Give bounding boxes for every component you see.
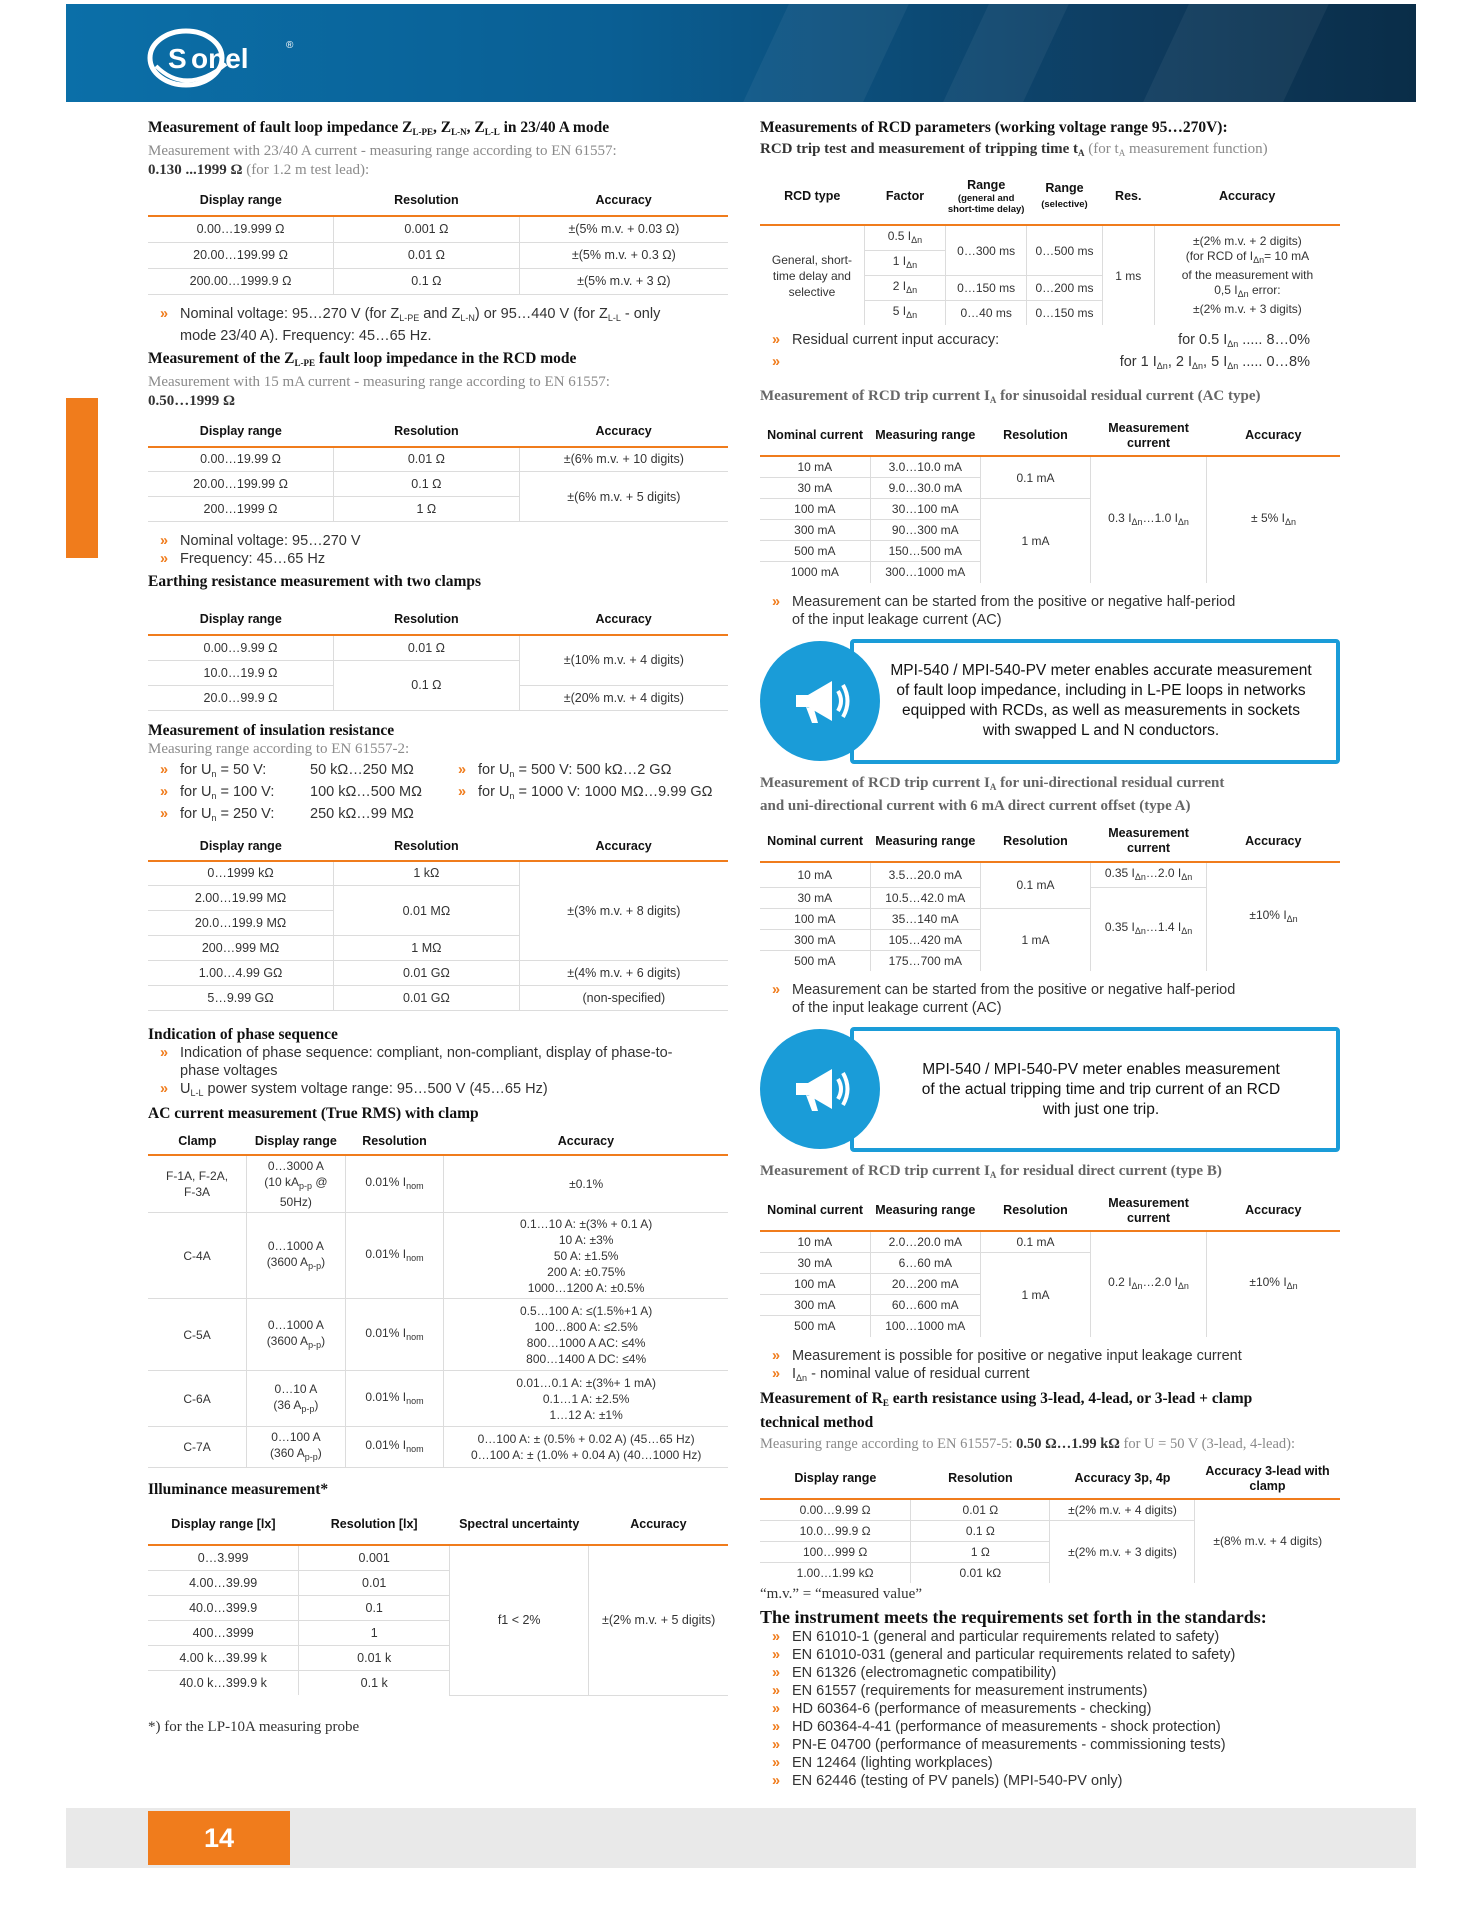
standard-item: » EN 61557 (requirements for measurement instruments)	[760, 1682, 1340, 1700]
fault-loop-rcd-table	[148, 417, 728, 523]
table-cell: 20.00…199.99 Ω	[148, 242, 334, 268]
left-column	[148, 118, 728, 1737]
table-cell: 1 ms	[1102, 225, 1154, 325]
bullet-item: » Nominal voltage: 95…270 V (for $Z_{L-PE}$ and $Z_{L-N}$) or 95…440 V (for $Z_{L-L}$ - only mode 23/40 A). Frequency: 45…65 Hz.	[148, 305, 728, 345]
table-cell: 0…500 ms	[1027, 225, 1102, 276]
table-cell: 100…999 Ω	[760, 1541, 911, 1562]
table-row	[760, 1499, 1340, 1521]
col-header: Resolution	[334, 833, 520, 861]
table-cell: 20.00…199.99 Ω	[148, 472, 334, 497]
table-cell: 0.1 Ω	[334, 268, 520, 294]
table-cell: F-1A, F-2A, F-3A	[148, 1155, 247, 1213]
col-header: Accuracy	[519, 833, 728, 861]
standard-item: » EN 12464 (lighting workplaces)	[760, 1754, 1340, 1772]
table-row	[148, 986, 728, 1011]
col-header: Resolution	[980, 416, 1090, 456]
table-row	[148, 1427, 728, 1468]
table-cell: 300 mA	[760, 1295, 870, 1316]
fault-loop-23-40-table	[148, 186, 728, 295]
table-cell: 1 mA	[980, 1253, 1090, 1337]
abbreviation-note: “m.v.” = “measured value”	[760, 1586, 922, 1602]
col-header: Accuracy 3-lead with clamp	[1195, 1460, 1340, 1499]
section-desc: RCD trip test and measurement of tripping time $t_A$ (for $t_A$ measurement function)	[760, 141, 1268, 158]
table-row	[148, 268, 728, 294]
col-header: Resolution	[334, 605, 520, 635]
col-header: Resolution	[334, 417, 520, 447]
page-number: 14	[148, 1811, 290, 1865]
table-cell: 90…300 mA	[870, 520, 980, 541]
col-header: Range (general and short-time delay)	[946, 169, 1027, 225]
table-cell: 10.0…19.9 Ω	[148, 660, 334, 685]
table-cell: 1 kΩ	[334, 861, 520, 886]
rcd-type-a-table	[760, 822, 1340, 972]
table-cell: ± 5% $I_{\Delta n}$	[1251, 510, 1297, 527]
table-cell: 9.0…30.0 mA	[870, 478, 980, 499]
standard-item: » HD 60364-4-41 (performance of measurements - shock protection)	[760, 1718, 1340, 1736]
col-header: Measuring range	[870, 1191, 980, 1231]
section-desc: 0.50…1999 Ω	[148, 392, 236, 409]
table-cell: ±(8% m.v. + 4 digits)	[1213, 1534, 1323, 1549]
table-cell: 0…300 ms	[946, 225, 1027, 276]
megaphone-icon	[760, 1029, 880, 1149]
bullet-item: » for $U_n = 500$ V: 500 kΩ…2 GΩ	[446, 761, 728, 783]
table-cell: 0.01 Ω	[334, 635, 520, 660]
table-row	[148, 1155, 728, 1213]
table-cell: 0…3.999	[148, 1545, 299, 1570]
table-cell: 0.01	[299, 1570, 450, 1595]
col-header: Resolution	[911, 1460, 1050, 1499]
table-cell: C-5A	[148, 1299, 247, 1371]
table-cell: General, short- time delay and selective	[760, 225, 864, 325]
table-cell: 0.1 mA	[980, 456, 1090, 499]
table-cell: 150…500 mA	[870, 541, 980, 562]
table-cell: 200…999 MΩ	[148, 936, 334, 961]
col-header: Measurement current	[1091, 822, 1207, 862]
rcd-type-b-table	[760, 1191, 1340, 1337]
table-row	[148, 1299, 728, 1371]
table-cell: C-4A	[148, 1213, 247, 1299]
table-cell: (non-specified)	[519, 986, 728, 1011]
table-cell: 0.01 Ω	[334, 242, 520, 268]
table-row	[148, 1213, 728, 1299]
table-cell: ±(2% m.v. + 2 digits) (for RCD of $I_{\Delta n}= 10$ mA of the measurement with 0,5 $I_{\Delta n}$ error: ±(2% m.v. + 3 digits)	[1181, 234, 1314, 316]
table-cell: 100…1000 mA	[870, 1316, 980, 1337]
section-title-fault-loop-23-40: Measurement of fault loop impedance ZL-PE, ZL-N, ZL-L in 23/40 A mode	[148, 119, 610, 137]
table-cell: 0.2 $I_{\Delta n}\dots 2.0$ $I_{\Delta n}$	[1091, 1231, 1207, 1337]
bullet-item: » for $U_n = 50$ V: 50 kΩ…250 MΩ	[148, 761, 446, 783]
table-cell: ±(6% m.v. + 10 digits)	[519, 447, 728, 472]
table-cell: 1 $I_{\Delta n}$	[864, 251, 945, 276]
col-header: Spectral uncertainty	[450, 1505, 589, 1545]
table-cell: 0.00…9.99 Ω	[760, 1499, 911, 1521]
table-cell: 300 mA	[760, 929, 870, 950]
standard-item: » EN 61010-031 (general and particular requirements related to safety)	[760, 1646, 1340, 1664]
table-cell: 1 mA	[980, 499, 1090, 583]
svg-text:S: S	[168, 43, 187, 74]
table-cell: 1 mA	[980, 908, 1090, 971]
section-title-ac-current: AC current measurement (True RMS) with clamp	[148, 1105, 479, 1122]
callout-text: MPI-540 / MPI-540-PV meter enables measurement of the actual tripping time and trip current of an RCD with just one trip.	[850, 1027, 1340, 1152]
table-cell: 0.1 Ω	[334, 472, 520, 497]
bullet-item: » Residual current input accuracy: for 0.5 $I_{\Delta n}$ ..... 8…0%	[760, 331, 1340, 353]
section-desc: Measurement with 23/40 A current - measuring range according to EN 61557:	[148, 143, 617, 159]
table-cell: 175…700 mA	[870, 950, 980, 971]
col-header: Resolution	[980, 1191, 1090, 1231]
bullet-item: » Measurement is possible for positive or negative input leakage current	[760, 1347, 1340, 1365]
col-header: Resolution	[334, 186, 520, 216]
bullet-item: » Frequency: 45…65 Hz	[148, 550, 728, 568]
col-header: Measurement current	[1091, 1191, 1207, 1231]
table-cell: 1.00…4.99 GΩ	[148, 961, 334, 986]
callout-text: MPI-540 / MPI-540-PV meter enables accurate measurement of fault loop impedance, including in L-PE loops in networks equipped with RCDs, as well as measurements in sockets with swapped L and N conductors.	[850, 639, 1340, 764]
standard-item: » EN 61326 (electromagnetic compatibility)	[760, 1664, 1340, 1682]
section-title-insulation: Measurement of insulation resistance	[148, 721, 395, 739]
table-cell: 0.01…0.1 A: ±(3%+ 1 mA) 0.1…1 A: ±2.5% 1…12 A: ±1%	[444, 1371, 728, 1427]
table-cell: 0.00…19.999 Ω	[148, 216, 334, 242]
table-row	[760, 456, 1340, 478]
table-row	[148, 861, 728, 886]
table-cell: 0.00…9.99 Ω	[148, 635, 334, 660]
table-cell: f1 < 2%	[450, 1545, 589, 1695]
table-cell: C-6A	[148, 1371, 247, 1427]
footnote: *) for the LP-10A measuring probe	[148, 1718, 360, 1735]
table-row	[148, 447, 728, 472]
table-row	[148, 1545, 728, 1570]
rcd-trip-time-table	[760, 169, 1340, 325]
table-cell: 30…100 mA	[870, 499, 980, 520]
table-cell: 200.00…1999.9 Ω	[148, 268, 334, 294]
table-cell: 20.0…199.9 MΩ	[148, 911, 334, 936]
col-header: Clamp	[148, 1129, 247, 1155]
col-header: Display range	[148, 417, 334, 447]
table-cell: 1	[299, 1620, 450, 1645]
table-cell: ±(10% m.v. + 4 digits)	[519, 635, 728, 685]
table-cell: 100 mA	[760, 1274, 870, 1295]
bullet-item: » $I_{\Delta n}$ - nominal value of residual current	[760, 1365, 1340, 1387]
bullet-item: » $U_{L-L}$ power system voltage range: 95…500 V (45…65 Hz)	[148, 1080, 728, 1102]
table-row	[148, 242, 728, 268]
table-row	[148, 961, 728, 986]
ac-current-clamp-table	[148, 1129, 728, 1468]
table-cell: 0…150 ms	[946, 276, 1027, 301]
table-cell: 10.0…99.9 Ω	[760, 1520, 911, 1541]
table-cell: 0.01 Ω	[911, 1499, 1050, 1521]
col-header: Range (selective)	[1027, 169, 1102, 225]
table-cell: 35…140 mA	[870, 908, 980, 929]
table-cell: 10.5…42.0 mA	[870, 887, 980, 908]
bullet-continuation: » for 1 $I_{\Delta n}$, 2 $I_{\Delta n}$, 5 $I_{\Delta n}$ ..... 0…8%	[760, 353, 1340, 375]
table-cell: ±10% $I_{\Delta n}$	[1249, 907, 1298, 924]
table-cell: 300 mA	[760, 520, 870, 541]
table-cell: 0…200 ms	[1027, 276, 1102, 301]
col-header: Accuracy	[589, 1505, 728, 1545]
col-header: Display range	[148, 833, 334, 861]
table-cell: 200…1999 Ω	[148, 497, 334, 522]
table-cell: 0…40 ms	[946, 301, 1027, 326]
col-header: Nominal current	[760, 1191, 870, 1231]
table-cell: ±(2% m.v. + 4 digits)	[1050, 1499, 1195, 1521]
table-cell: 300…1000 mA	[870, 562, 980, 583]
table-cell: ±(5% m.v. + 3 Ω)	[519, 268, 728, 294]
section-title-standards: The instrument meets the requirements set forth in the standards:	[760, 1607, 1267, 1627]
table-cell: 400…3999	[148, 1620, 299, 1645]
table-cell: 3.5…20.0 mA	[870, 862, 980, 888]
table-cell: 30 mA	[760, 887, 870, 908]
table-cell: 0.1 Ω	[911, 1520, 1050, 1541]
bullet-item: » Nominal voltage: 95…270 V	[148, 532, 728, 550]
table-cell: 0…1000 A (3600 $A_{p-p}$)	[247, 1299, 346, 1371]
table-cell: 30 mA	[760, 1253, 870, 1274]
table-cell: 0.001 Ω	[334, 216, 520, 242]
table-cell: ±(6% m.v. + 5 digits)	[519, 472, 728, 522]
section-title-rcd-type-b: Measurement of RCD trip current $I_A$ for residual direct current (type B)	[760, 1163, 1222, 1180]
col-header: RCD type	[760, 169, 864, 225]
illuminance-table	[148, 1505, 728, 1696]
table-cell: 0…1000 A (3600 $A_{p-p}$)	[247, 1213, 346, 1299]
col-header: Accuracy	[1154, 169, 1340, 225]
section-desc: 0.130 ...1999 Ω (for 1.2 m test lead):	[148, 162, 370, 178]
table-cell: ±10% $I_{\Delta n}$	[1249, 1275, 1298, 1292]
table-cell: 0.1…10 A: ±(3% + 0.1 A) 10 A: ±3% 50 A: ±1.5% 200 A: ±0.75% 1000…1200 A: ±0.5%	[444, 1213, 728, 1299]
bullet-item: » Measurement can be started from the positive or negative half-period of the input leakage current (AC)	[760, 593, 1340, 629]
table-cell: ±(4% m.v. + 6 digits)	[519, 961, 728, 986]
table-cell: 0.1	[299, 1595, 450, 1620]
col-header: Factor	[864, 169, 945, 225]
table-cell: ±(5% m.v. + 0.3 Ω)	[519, 242, 728, 268]
standard-item: » PN-E 04700 (performance of measurements - commissioning tests)	[760, 1736, 1340, 1754]
col-header: Accuracy	[1207, 822, 1340, 862]
page-footer	[66, 1808, 1416, 1868]
col-header: Accuracy	[519, 186, 728, 216]
table-cell: ±0.1%	[444, 1155, 728, 1213]
table-row	[148, 635, 728, 660]
table-cell: 6…60 mA	[870, 1253, 980, 1274]
standard-item: » HD 60364-6 (performance of measurements - checking)	[760, 1700, 1340, 1718]
table-row	[148, 216, 728, 242]
table-cell: 10 mA	[760, 862, 870, 888]
table-cell: 40.0…399.9	[148, 1595, 299, 1620]
col-header: Accuracy	[519, 605, 728, 635]
col-header: Accuracy	[519, 417, 728, 447]
table-cell: 0.35 $I_{\Delta n}\dots 2.0$ $I_{\Delta n}$	[1091, 862, 1207, 888]
table-cell: 0.01% $I_{nom}$	[345, 1371, 444, 1427]
table-cell: 0.00…19.99 Ω	[148, 447, 334, 472]
section-desc: Measuring range according to EN 61557-5: 0.50 Ω…1.99 kΩ for U = 50 V (3-lead, 4-lead):	[760, 1435, 1296, 1452]
side-accent-bar	[66, 398, 98, 558]
table-cell: 5…9.99 GΩ	[148, 986, 334, 1011]
table-cell: 0.1 k	[299, 1670, 450, 1695]
table-cell: 0.01% $I_{nom}$	[345, 1213, 444, 1299]
table-cell: 20.0…99.9 Ω	[148, 685, 334, 710]
standard-item: » EN 61010-1 (general and particular requirements related to safety)	[760, 1628, 1340, 1646]
section-desc: Measuring range according to EN 61557-2:	[148, 740, 410, 757]
table-cell: 500 mA	[760, 950, 870, 971]
table-row	[148, 472, 728, 497]
table-cell: 100 mA	[760, 908, 870, 929]
section-desc: Measurement with 15 mA current - measuring range according to EN 61557:	[148, 373, 610, 390]
table-cell: 0.5…100 A: ≤(1.5%+1 A) 100…800 A: ≤2.5% 800…1000 A AC: ≤4% 800…1400 A DC: ≤4%	[444, 1299, 728, 1371]
table-cell: 0.1 Ω	[334, 660, 520, 710]
table-cell: 5 $I_{\Delta n}$	[864, 301, 945, 326]
standard-item: » EN 62446 (testing of PV panels) (MPI-540-PV only)	[760, 1772, 1340, 1790]
table-cell: 500 mA	[760, 1316, 870, 1337]
bullet-item: » for $U_n = 250$ V: 250 kΩ…99 MΩ	[148, 805, 446, 827]
table-cell: 0.001	[299, 1545, 450, 1570]
table-cell: 500 mA	[760, 541, 870, 562]
rcd-ac-table	[760, 416, 1340, 583]
earthing-two-clamps-table	[148, 605, 728, 711]
section-title-rcd-parameters: Measurements of RCD parameters (working voltage range 95…270V):	[760, 119, 1228, 136]
col-header: Resolution	[345, 1129, 444, 1155]
section-title-phase-sequence: Indication of phase sequence	[148, 1026, 338, 1043]
col-header: Resolution [lx]	[299, 1505, 450, 1545]
table-cell: 0.01 Ω	[334, 447, 520, 472]
info-callout	[760, 1027, 1340, 1152]
table-cell: ±(2% m.v. + 3 digits)	[1050, 1520, 1195, 1583]
table-cell: 20…200 mA	[870, 1274, 980, 1295]
table-cell: ±(5% m.v. + 0.03 Ω)	[519, 216, 728, 242]
table-cell: 60…600 mA	[870, 1295, 980, 1316]
col-header: Resolution	[980, 822, 1090, 862]
section-title-rcd-type-a: Measurement of RCD trip current $I_A$ for uni-directional residual current and uni-directional current with 6 mA direct current offset (type A)	[760, 774, 1225, 814]
col-header: Nominal current	[760, 822, 870, 862]
table-cell: C-7A	[148, 1427, 247, 1468]
table-cell: 0…150 ms	[1027, 301, 1102, 326]
table-cell: 0.01 kΩ	[911, 1562, 1050, 1583]
table-cell: 0…3000 A (10 $kA_{p-p}$ @ 50Hz)	[247, 1155, 346, 1213]
table-cell: 1 Ω	[334, 497, 520, 522]
table-cell: 0…1999 kΩ	[148, 861, 334, 886]
col-header: Measurement current	[1091, 416, 1207, 456]
table-cell: ±(2% m.v. + 5 digits)	[589, 1545, 728, 1695]
table-cell: 0.01 MΩ	[334, 886, 520, 936]
svg-text:®: ®	[286, 40, 294, 51]
col-header: Display range	[148, 605, 334, 635]
table-row	[760, 1231, 1340, 1253]
section-title-rcd-ac: Measurement of RCD trip current $I_A$ for sinusoidal residual current (AC type)	[760, 388, 1261, 405]
table-cell: 0.01% $I_{nom}$	[345, 1427, 444, 1468]
insulation-table	[148, 833, 728, 1012]
table-cell: 1 MΩ	[334, 936, 520, 961]
bullet-item: » for $U_n = 1000$ V: 1000 MΩ…9.99 GΩ	[446, 783, 728, 805]
col-header: Res.	[1102, 169, 1154, 225]
table-cell: ±(20% m.v. + 4 digits)	[519, 685, 728, 710]
table-cell: 30 mA	[760, 478, 870, 499]
table-cell: ±(3% m.v. + 8 digits)	[519, 861, 728, 961]
table-cell: 0.3 $I_{\Delta n}\dots 1.0$ $I_{\Delta n}$	[1091, 456, 1207, 583]
table-cell: 1.00…1.99 kΩ	[760, 1562, 911, 1583]
col-header: Display range [lx]	[148, 1505, 299, 1545]
table-cell: 4.00…39.99	[148, 1570, 299, 1595]
table-cell: 2 $I_{\Delta n}$	[864, 276, 945, 301]
svg-text:onel: onel	[191, 43, 249, 74]
right-column	[760, 118, 1340, 1790]
bullet-item: » Indication of phase sequence: compliant, non-compliant, display of phase-to- phase voltages	[148, 1044, 728, 1080]
table-cell: 0…10 A (36 $A_{p-p}$)	[247, 1371, 346, 1427]
table-cell: 0.5 $I_{\Delta n}$	[864, 225, 945, 251]
table-cell: 0.01 GΩ	[334, 961, 520, 986]
table-cell: 0.1 mA	[980, 1231, 1090, 1253]
table-cell: 1 Ω	[911, 1541, 1050, 1562]
table-cell: 1000 mA	[760, 562, 870, 583]
table-cell: 100 mA	[760, 499, 870, 520]
section-title-fault-loop-rcd: Measurement of the ZL-PE fault loop impedance in the RCD mode	[148, 349, 577, 368]
table-cell: 10 mA	[760, 456, 870, 478]
page-header-banner	[66, 4, 1416, 102]
col-header: Accuracy	[444, 1129, 728, 1155]
table-cell: 0…100 A: ± (0.5% + 0.02 A) (45…65 Hz) 0…100 A: ± (1.0% + 0.04 A) (40…1000 Hz)	[444, 1427, 728, 1468]
insulation-ranges	[148, 761, 728, 827]
table-cell: 0.01% $I_{nom}$	[345, 1299, 444, 1371]
section-title-earthing-two-clamps: Earthing resistance measurement with two clamps	[148, 573, 482, 590]
col-header: Measuring range	[870, 822, 980, 862]
table-cell: 0…100 A (360 $A_{p-p}$)	[247, 1427, 346, 1468]
section-title-illuminance: Illuminance measurement*	[148, 1481, 329, 1498]
col-header: Accuracy	[1207, 1191, 1340, 1231]
col-header: Display range	[148, 186, 334, 216]
table-cell: 105…420 mA	[870, 929, 980, 950]
table-row	[148, 1371, 728, 1427]
section-title-earth-resistance: Measurement of RE earth resistance using 3-lead, 4-lead, or 3-lead + clamp technical method	[760, 1389, 1253, 1431]
table-cell: 2.00…19.99 MΩ	[148, 886, 334, 911]
col-header: Measuring range	[870, 416, 980, 456]
table-cell: 0.01% $I_{nom}$	[345, 1155, 444, 1213]
col-header: Nominal current	[760, 416, 870, 456]
info-callout	[760, 639, 1340, 764]
table-cell: 10 mA	[760, 1231, 870, 1253]
bullet-item: » for $U_n = 100$ V: 100 kΩ…500 MΩ	[148, 783, 446, 805]
sonel-logo	[146, 26, 306, 90]
col-header: Display range	[760, 1460, 911, 1499]
col-header: Display range	[247, 1129, 346, 1155]
table-cell: 3.0…10.0 mA	[870, 456, 980, 478]
table-row	[760, 862, 1340, 888]
earth-resistance-table	[760, 1460, 1340, 1584]
table-cell: 2.0…20.0 mA	[870, 1231, 980, 1253]
table-row	[760, 225, 1340, 251]
table-cell: 0.01 GΩ	[334, 986, 520, 1011]
megaphone-icon	[760, 641, 880, 761]
table-cell: 0.01 k	[299, 1645, 450, 1670]
col-header: Accuracy	[1207, 416, 1340, 456]
col-header: Accuracy 3p, 4p	[1050, 1460, 1195, 1499]
table-cell: 4.00 k…39.99 k	[148, 1645, 299, 1670]
table-cell: 0.35 $I_{\Delta n}\dots 1.4$ $I_{\Delta n}$	[1091, 887, 1207, 971]
bullet-item: » Measurement can be started from the positive or negative half-period of the input leakage current (AC)	[760, 981, 1340, 1017]
table-cell: 0.1 mA	[980, 862, 1090, 909]
table-cell: 40.0 k…399.9 k	[148, 1670, 299, 1695]
